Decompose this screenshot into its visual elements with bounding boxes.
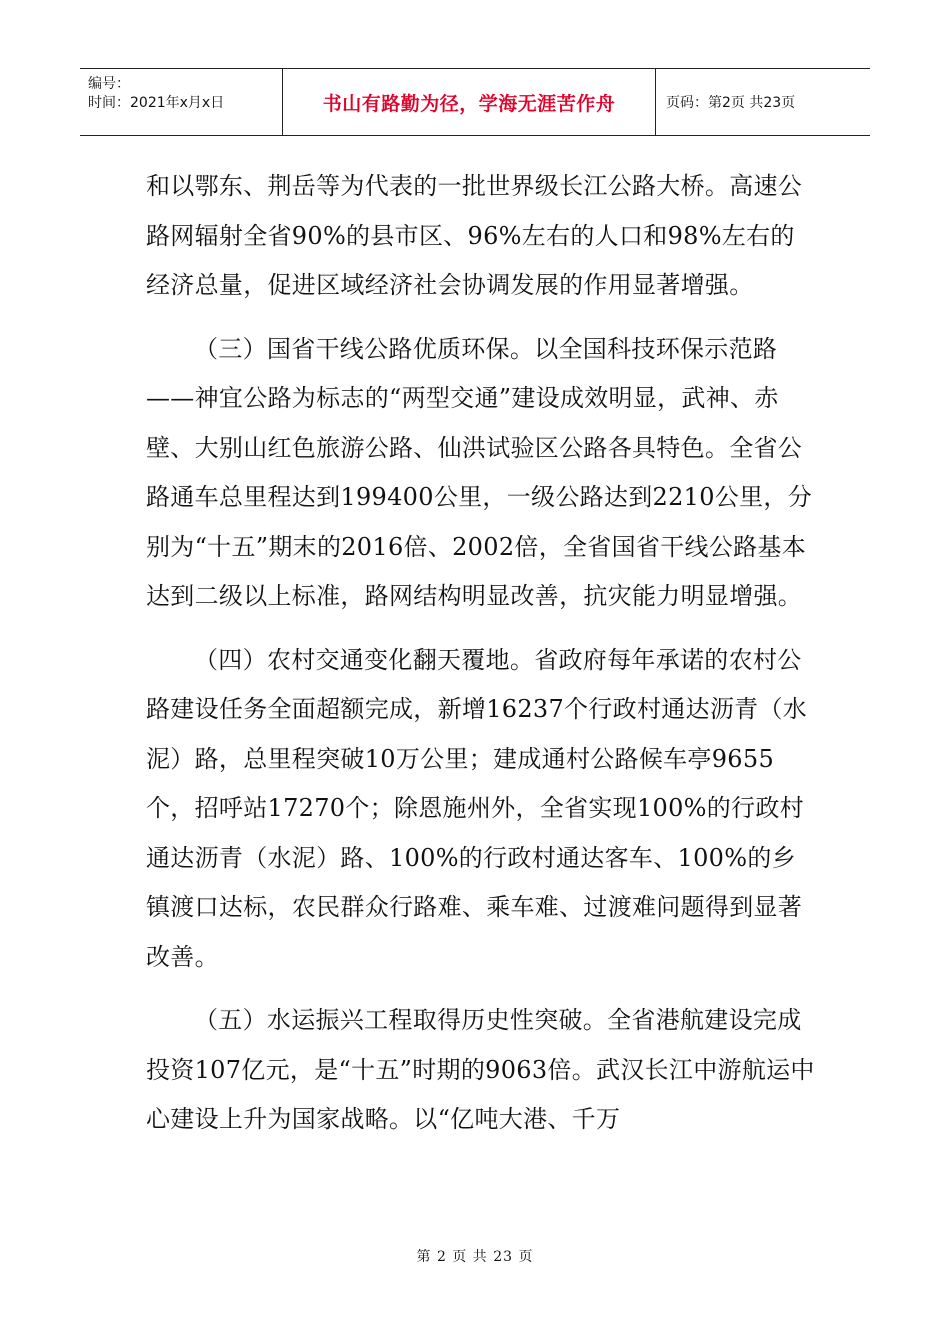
header-page-info: 页码：第2页 共23页 bbox=[666, 95, 796, 111]
header-meta bbox=[80, 69, 283, 135]
page-header bbox=[80, 68, 870, 136]
page-footer: 第 2 页 共 23 页 bbox=[416, 1249, 534, 1265]
document-body bbox=[146, 162, 816, 1145]
paragraph-section-3: （三）国省干线公路优质环保。以全国科技环保示范路——神宜公路为标志的“两型交通”建设成效明显，武神、赤壁、大别山红色旅游公路、仙洪试验区公路各具特色。全省公路通车总里程达到199400公里，一级公路达到2210公里，分别为“十五”期末的2016倍、2002倍，全省国省干线公路基本达到二级以上标准，路网结构明显改善，抗灾能力明显增强。 bbox=[146, 334, 812, 610]
header-motto: 书山有路勤为径，学海无涯苦作舟 bbox=[283, 69, 656, 135]
paragraph-section-5: （五）水运振兴工程取得历史性突破。全省港航建设完成投资107亿元，是“十五”时期的9063倍。武汉长江中游航运中心建设上升为国家战略。以“亿吨大港、千万 bbox=[146, 1006, 815, 1133]
paragraph-section-4: （四）农村交通变化翻天覆地。省政府每年承诺的农村公路建设任务全面超额完成，新增16237个行政村通达沥青（水泥）路，总里程突破10万公里；建成通村公路候车亭9655个，招呼站17270个；除恩施州外，全省实现100%的行政村通达沥青（水泥）路、100%的行政村通达客车、100%的乡镇渡口达标，农民群众行路难、乘车难、过渡难问题得到显著改善。 bbox=[146, 645, 808, 971]
document-number-label: 编号： bbox=[88, 76, 130, 92]
document-time-label: 时间：2021年x月x日 bbox=[88, 95, 225, 111]
paragraph-continuation: 和以鄂东、荆岳等为代表的一批世界级长江公路大桥。高速公路网辐射全省90%的县市区、96%左右的人口和98%左右的经济总量，促进区域经济社会协调发展的作用显著增强。 bbox=[146, 172, 803, 299]
